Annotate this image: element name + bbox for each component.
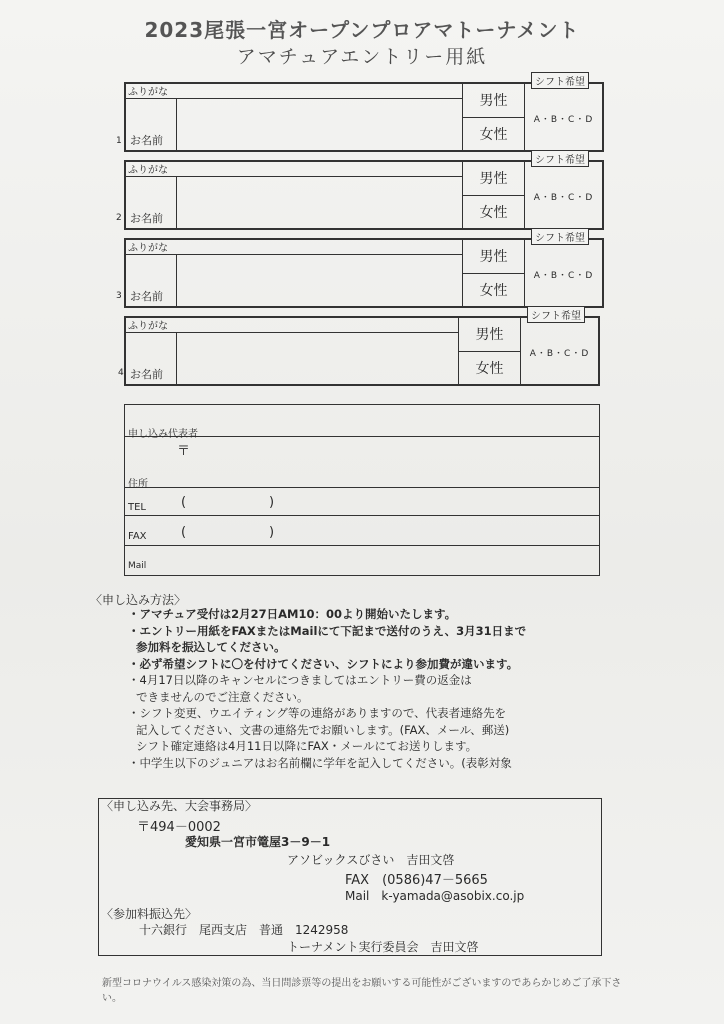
shift-cell (524, 77, 602, 150)
name-label: お名前 (130, 368, 163, 381)
name-divider (176, 332, 177, 384)
fax-paren-close: ) (269, 525, 275, 540)
entry-box-1 (124, 77, 604, 152)
fax-paren-open: ( (181, 525, 187, 540)
shift-options[interactable]: A・B・C・D (533, 271, 594, 281)
fee-heading: 〈参加料振込先〉 (101, 907, 198, 921)
row-divider (125, 487, 599, 488)
name-divider (176, 254, 177, 306)
name-label: お名前 (130, 290, 163, 303)
postal-mark: 〒 (177, 444, 191, 459)
destination-heading: 〈申し込み先、大会事務局〉 (101, 799, 258, 813)
female-option[interactable]: 女性 (462, 196, 524, 230)
shift-label: シフト希望 (531, 72, 589, 89)
female-option[interactable]: 女性 (462, 118, 524, 152)
name-label: お名前 (130, 134, 163, 147)
male-option[interactable]: 男性 (462, 84, 524, 118)
mail-label[interactable]: Mail (128, 561, 147, 571)
shift-cell (524, 233, 602, 306)
footnote: 新型コロナウイルス感染対策の為、当日問診票等の提出をお願いする可能性がございますのであらかじめご了承下さい。 (102, 978, 622, 1004)
office-mail[interactable]: Mail k-yamada@asobix.co.jp (345, 889, 525, 903)
shift-label: シフト希望 (527, 306, 585, 323)
office-address: 愛知県一宮市篭屋3－9－1 (185, 835, 331, 849)
howto-item: ・シフト変更、ウエイティング等の連絡がありますので、代表者連絡先を (128, 706, 507, 720)
howto-item: ・中学生以下のジュニアはお名前欄に学年を記入してください。(表彰対象 (128, 755, 512, 770)
name-divider (176, 98, 177, 150)
tel-paren-open: ( (181, 495, 187, 510)
entry-number: 2 (116, 213, 122, 223)
bank-info: 十六銀行 尾西支店 普通 1242958 (139, 923, 349, 937)
shift-options[interactable]: A・B・C・D (533, 193, 594, 203)
howto-item: 参加料を振込してください。 (136, 640, 286, 654)
shift-cell (524, 155, 602, 228)
office-company: アソビックスびさい 吉田文啓 (287, 853, 455, 867)
tel-label[interactable]: TEL (128, 502, 146, 513)
entry-box-3 (124, 233, 604, 308)
howto-item: ・4月17日以降のキャンセルにつきましてはエントリー費の返金は (128, 673, 472, 687)
female-option[interactable]: 女性 (458, 352, 520, 386)
page-title: 2023尾張一宮オープンプロアマトーナメント (144, 18, 580, 42)
howto-item: シフト確定連絡は4月11日以降にFAX・メールにてお送りします。 (136, 739, 478, 753)
destination-box (98, 798, 602, 956)
furigana-label: ふりがな (128, 165, 168, 176)
row-divider (125, 545, 599, 546)
shift-label: シフト希望 (531, 228, 589, 245)
furigana-label: ふりがな (128, 321, 168, 332)
committee-name: トーナメント実行委員会 吉田文啓 (287, 940, 479, 954)
page-subtitle: アマチュアエントリー用紙 (236, 46, 488, 68)
name-label: お名前 (130, 212, 163, 225)
name-divider (176, 176, 177, 228)
female-option[interactable]: 女性 (462, 274, 524, 308)
entry-number: 1 (116, 136, 122, 146)
entry-number: 4 (118, 368, 124, 378)
furigana-label: ふりがな (128, 243, 168, 254)
male-option[interactable]: 男性 (458, 318, 520, 352)
furigana-label: ふりがな (128, 87, 168, 98)
fax-label[interactable]: FAX (128, 531, 147, 542)
entry-box-2 (124, 155, 604, 230)
representative-box (124, 404, 600, 576)
shift-label: シフト希望 (531, 150, 589, 167)
entry-number: 3 (116, 291, 122, 301)
shift-options[interactable]: A・B・C・D (529, 349, 590, 359)
howto-item: ・エントリー用紙をFAXまたはMailにて下記まで送付のうえ、3月31日まで (128, 623, 527, 638)
shift-options[interactable]: A・B・C・D (533, 115, 594, 125)
howto-heading: 〈申し込み方法〉 (90, 593, 187, 607)
male-option[interactable]: 男性 (462, 240, 524, 274)
office-fax: FAX (0586)47－5665 (345, 873, 488, 888)
representative-label: 申し込み代表者 (128, 429, 198, 440)
howto-item: 記入してください、文書の連絡先でお願いします。(FAX、メール、郵送) (136, 722, 510, 737)
postal-code: 〒494－0002 (137, 820, 221, 835)
howto-item: ・必ず希望シフトに〇を付けてください、シフトにより参加費が違います。 (128, 656, 519, 671)
howto-item: できませんのでご注意ください。 (136, 689, 309, 704)
tel-paren-close: ) (269, 495, 275, 510)
address-label[interactable]: 住所 (128, 479, 148, 490)
howto-list (128, 606, 628, 771)
male-option[interactable]: 男性 (462, 162, 524, 196)
howto-item: ・アマチュア受付は2月27日AM10：00より開始いたします。 (128, 607, 457, 621)
entry-box-4 (124, 311, 600, 386)
shift-cell (520, 311, 598, 384)
row-divider (125, 515, 599, 516)
